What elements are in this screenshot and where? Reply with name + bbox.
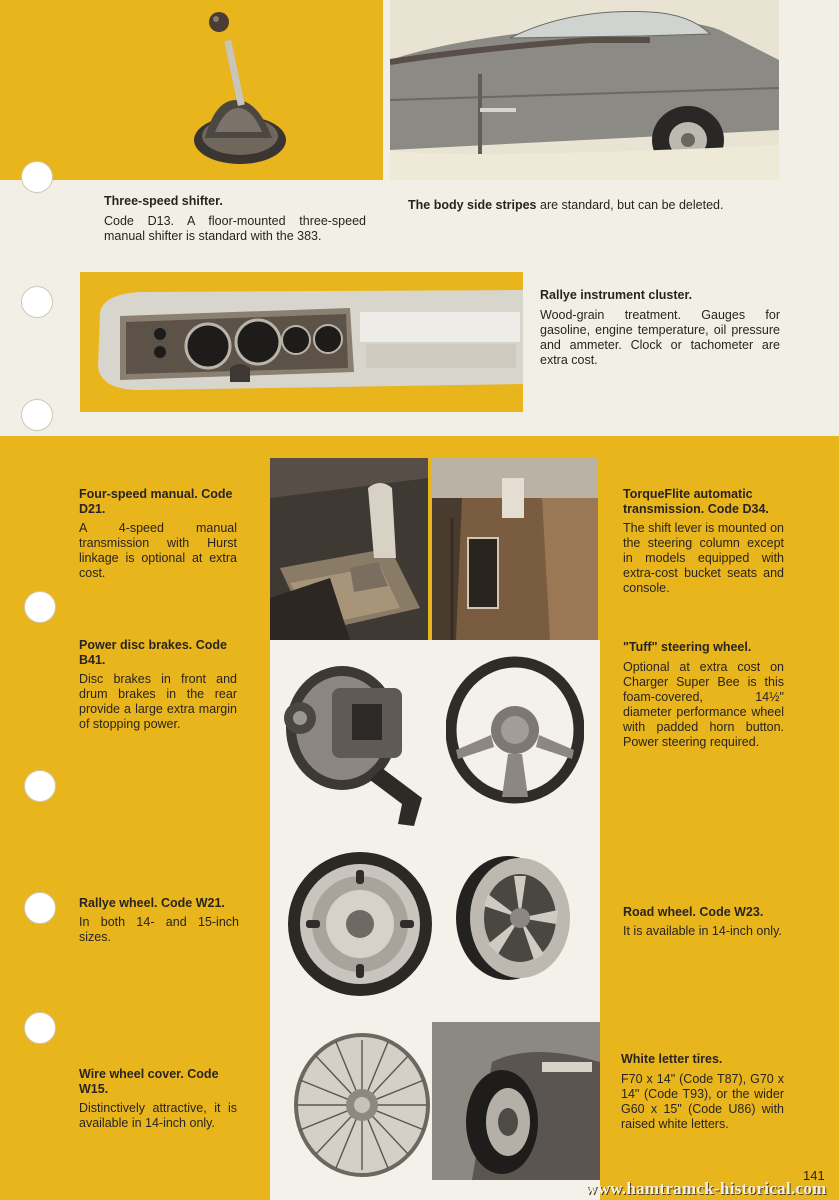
torqueflite-title: TorqueFlite automatic transmission. Code D34. (623, 487, 769, 516)
dash-panel (80, 272, 523, 412)
binder-hole (24, 892, 56, 924)
road-wheel-caption (623, 905, 784, 939)
binder-hole (24, 770, 56, 802)
shifter3-body: Code D13. A floor-mounted three-speed manual shifter is standard with the 383. (104, 214, 366, 243)
shifter3-caption (104, 194, 366, 244)
disc-brakes-body: Disc brakes in front and drum brakes in the rear provide a large extra margin of stopping power. (79, 672, 237, 731)
binder-hole (21, 161, 53, 193)
rallye-wheel-body: In both 14- and 15-inch sizes. (79, 915, 239, 944)
binder-hole (21, 399, 53, 431)
disc-brakes-caption (79, 638, 237, 732)
four-speed-body: A 4-speed manual transmission with Hurst linkage is optional at extra cost. (79, 521, 237, 580)
tuff-steering-wheel-image (446, 655, 584, 805)
torqueflite-caption (623, 487, 784, 596)
wire-wheel-cover-image (292, 1030, 432, 1180)
power-disc-brake-image (272, 648, 442, 828)
rallye-wheel-caption (79, 896, 239, 945)
tuff-wheel-body: Optional at extra cost on Charger Super Bee is this foam-covered, 14½" diameter performance wheel with padded horn button. Power steering required. (623, 660, 784, 749)
shifter3-panel (0, 0, 383, 180)
rallye-wheel-title: Rallye wheel. Code W21. (79, 896, 225, 910)
binder-hole (24, 1012, 56, 1044)
disc-brakes-title: Power disc brakes. Code B41. (79, 638, 227, 667)
stripes-body: are standard, but can be deleted. (536, 198, 724, 212)
rallye-cluster-title: Rallye instrument cluster. (540, 288, 693, 302)
rallye-cluster-body: Wood-grain treatment. Gauges for gasoline, engine temperature, oil pressure and ammeter. Clock or tachometer are extra cost. (540, 308, 780, 367)
three-speed-shifter-image (0, 0, 383, 180)
white-letter-tires-image (432, 1022, 600, 1180)
road-wheel-image (448, 850, 578, 985)
rallye-wheel-image (284, 848, 436, 1000)
four-speed-shifter-image (270, 458, 428, 640)
binder-hole (21, 286, 53, 318)
watermark: www.hamtramck-historical.com (585, 1179, 827, 1198)
stripes-title: The body side stripes (408, 198, 537, 212)
tuff-wheel-title: "Tuff" steering wheel. (623, 640, 752, 654)
wire-wheel-caption (79, 1067, 237, 1131)
white-letter-title: White letter tires. (621, 1052, 723, 1066)
shifter3-title: Three-speed shifter. (104, 194, 223, 208)
wire-wheel-body: Distinctively attractive, it is available in 14-inch only. (79, 1101, 237, 1130)
torqueflite-body: The shift lever is mounted on the steering column except in models equipped with extra-cost bucket seats and console. (623, 521, 784, 595)
page-number: 141 (803, 1168, 825, 1183)
car-body-side-stripes-image (390, 0, 779, 180)
road-wheel-body: It is available in 14-inch only. (623, 924, 782, 938)
four-speed-caption (79, 487, 237, 581)
white-letter-body: F70 x 14" (Code T87), G70 x 14" (Code T93), or the wider G60 x 15" (Code U86) with raised white letters. (621, 1072, 784, 1131)
wire-wheel-title: Wire wheel cover. Code W15. (79, 1067, 219, 1096)
road-wheel-title: Road wheel. Code W23. (623, 905, 764, 919)
tuff-wheel-caption (623, 640, 784, 750)
stripes-caption (408, 198, 788, 213)
torqueflite-console-image (432, 458, 598, 640)
white-letter-caption (621, 1052, 784, 1132)
rallye-cluster-caption (540, 288, 780, 368)
rallye-instrument-cluster-image (80, 272, 523, 412)
binder-hole (24, 591, 56, 623)
four-speed-title: Four-speed manual. Code D21. (79, 487, 233, 516)
